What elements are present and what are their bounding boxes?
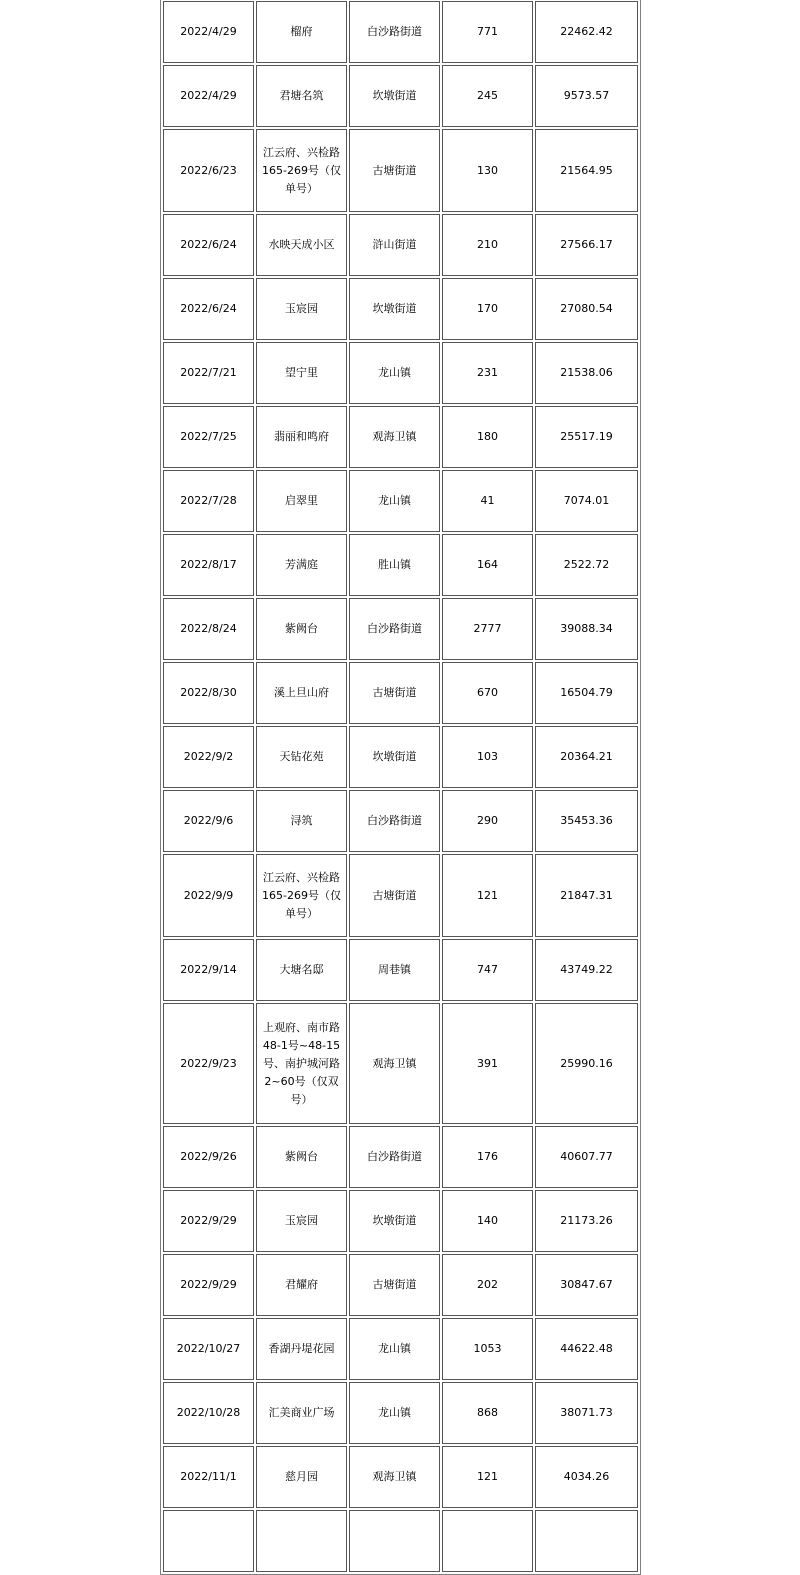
- units-cell: 231: [442, 342, 533, 404]
- table-row: [163, 214, 638, 276]
- project-cell: 江云府、兴检路165-269号（仅单号）: [256, 854, 347, 937]
- price-cell: 30847.67: [535, 1254, 638, 1316]
- units-cell: 747: [442, 939, 533, 1001]
- area-cell: [349, 1510, 440, 1572]
- units-cell: 245: [442, 65, 533, 127]
- area-cell: 古塘街道: [349, 662, 440, 724]
- date-cell: 2022/4/29: [163, 1, 254, 63]
- table-row: [163, 1254, 638, 1316]
- date-cell: 2022/8/30: [163, 662, 254, 724]
- area-cell: 白沙路街道: [349, 790, 440, 852]
- units-cell: 868: [442, 1382, 533, 1444]
- area-cell: 坎墩街道: [349, 726, 440, 788]
- project-cell: 启翠里: [256, 470, 347, 532]
- price-cell: 35453.36: [535, 790, 638, 852]
- project-cell: 榴府: [256, 1, 347, 63]
- area-cell: 周巷镇: [349, 939, 440, 1001]
- project-cell: 芳满庭: [256, 534, 347, 596]
- units-cell: 103: [442, 726, 533, 788]
- area-cell: 胜山镇: [349, 534, 440, 596]
- area-cell: 坎墩街道: [349, 278, 440, 340]
- units-cell: 1053: [442, 1318, 533, 1380]
- table-row: [163, 1446, 638, 1508]
- price-cell: 21538.06: [535, 342, 638, 404]
- price-cell: 38071.73: [535, 1382, 638, 1444]
- area-cell: 龙山镇: [349, 1382, 440, 1444]
- table-row: [163, 406, 638, 468]
- area-cell: 白沙路街道: [349, 1126, 440, 1188]
- project-cell: 上观府、南市路48-1号~48-15号、南护城河路2~60号（仅双号）: [256, 1003, 347, 1124]
- table-row: [163, 598, 638, 660]
- date-cell: 2022/10/28: [163, 1382, 254, 1444]
- project-cell: 翡丽和鸣府: [256, 406, 347, 468]
- date-cell: [163, 1510, 254, 1572]
- area-cell: 坎墩街道: [349, 1190, 440, 1252]
- project-cell: 江云府、兴检路165-269号（仅单号）: [256, 129, 347, 212]
- project-cell: 君耀府: [256, 1254, 347, 1316]
- area-cell: 观海卫镇: [349, 1003, 440, 1124]
- table-row: [163, 470, 638, 532]
- table-row: [163, 726, 638, 788]
- date-cell: 2022/6/23: [163, 129, 254, 212]
- date-cell: 2022/6/24: [163, 214, 254, 276]
- units-cell: 670: [442, 662, 533, 724]
- price-cell: 22462.42: [535, 1, 638, 63]
- project-cell: 香湖丹堤花园: [256, 1318, 347, 1380]
- price-cell: 39088.34: [535, 598, 638, 660]
- project-cell: 大塘名邸: [256, 939, 347, 1001]
- date-cell: 2022/9/29: [163, 1254, 254, 1316]
- table-row: [163, 1, 638, 63]
- area-cell: 浒山街道: [349, 214, 440, 276]
- project-cell: 汇美商业广场: [256, 1382, 347, 1444]
- area-cell: 古塘街道: [349, 129, 440, 212]
- table-row: [163, 1003, 638, 1124]
- area-cell: 龙山镇: [349, 342, 440, 404]
- date-cell: 2022/9/26: [163, 1126, 254, 1188]
- price-cell: [535, 1510, 638, 1572]
- table-row: [163, 1190, 638, 1252]
- project-cell: 紫阙台: [256, 598, 347, 660]
- units-cell: 176: [442, 1126, 533, 1188]
- project-cell: 慈月园: [256, 1446, 347, 1508]
- area-cell: 观海卫镇: [349, 406, 440, 468]
- data-table: [160, 0, 641, 1575]
- units-cell: 180: [442, 406, 533, 468]
- project-cell: 浔筑: [256, 790, 347, 852]
- project-cell: 君塘名筑: [256, 65, 347, 127]
- price-cell: 43749.22: [535, 939, 638, 1001]
- table-row: [163, 129, 638, 212]
- date-cell: 2022/4/29: [163, 65, 254, 127]
- project-cell: 玉宸园: [256, 278, 347, 340]
- date-cell: 2022/9/2: [163, 726, 254, 788]
- area-cell: 古塘街道: [349, 854, 440, 937]
- area-cell: 观海卫镇: [349, 1446, 440, 1508]
- units-cell: 210: [442, 214, 533, 276]
- date-cell: 2022/8/24: [163, 598, 254, 660]
- table-row: [163, 662, 638, 724]
- area-cell: 古塘街道: [349, 1254, 440, 1316]
- table-row: [163, 1318, 638, 1380]
- date-cell: 2022/10/27: [163, 1318, 254, 1380]
- units-cell: 140: [442, 1190, 533, 1252]
- units-cell: 170: [442, 278, 533, 340]
- price-cell: 44622.48: [535, 1318, 638, 1380]
- price-cell: 20364.21: [535, 726, 638, 788]
- units-cell: 41: [442, 470, 533, 532]
- price-cell: 21564.95: [535, 129, 638, 212]
- price-cell: 9573.57: [535, 65, 638, 127]
- date-cell: 2022/9/6: [163, 790, 254, 852]
- table-row: [163, 1510, 638, 1572]
- table-row: [163, 278, 638, 340]
- price-cell: 40607.77: [535, 1126, 638, 1188]
- price-cell: 7074.01: [535, 470, 638, 532]
- date-cell: 2022/8/17: [163, 534, 254, 596]
- price-cell: 27080.54: [535, 278, 638, 340]
- price-cell: 21173.26: [535, 1190, 638, 1252]
- units-cell: 290: [442, 790, 533, 852]
- units-cell: 202: [442, 1254, 533, 1316]
- units-cell: 130: [442, 129, 533, 212]
- area-cell: 龙山镇: [349, 1318, 440, 1380]
- project-cell: 紫阙台: [256, 1126, 347, 1188]
- area-cell: 坎墩街道: [349, 65, 440, 127]
- date-cell: 2022/9/29: [163, 1190, 254, 1252]
- price-cell: 25990.16: [535, 1003, 638, 1124]
- units-cell: [442, 1510, 533, 1572]
- units-cell: 164: [442, 534, 533, 596]
- units-cell: 121: [442, 854, 533, 937]
- area-cell: 白沙路街道: [349, 1, 440, 63]
- price-cell: 27566.17: [535, 214, 638, 276]
- table-row: [163, 342, 638, 404]
- price-cell: 25517.19: [535, 406, 638, 468]
- price-cell: 21847.31: [535, 854, 638, 937]
- date-cell: 2022/7/28: [163, 470, 254, 532]
- date-cell: 2022/7/25: [163, 406, 254, 468]
- table-row: [163, 1126, 638, 1188]
- project-cell: 天钻花苑: [256, 726, 347, 788]
- project-cell: 水映天成小区: [256, 214, 347, 276]
- units-cell: 771: [442, 1, 533, 63]
- date-cell: 2022/9/9: [163, 854, 254, 937]
- table-row: [163, 790, 638, 852]
- table-row: [163, 1382, 638, 1444]
- price-cell: 4034.26: [535, 1446, 638, 1508]
- table-row: [163, 854, 638, 937]
- table-row: [163, 939, 638, 1001]
- units-cell: 2777: [442, 598, 533, 660]
- date-cell: 2022/9/23: [163, 1003, 254, 1124]
- project-cell: 望宁里: [256, 342, 347, 404]
- table-body: [163, 1, 638, 1572]
- table-row: [163, 65, 638, 127]
- date-cell: 2022/11/1: [163, 1446, 254, 1508]
- project-cell: 溪上旦山府: [256, 662, 347, 724]
- price-cell: 16504.79: [535, 662, 638, 724]
- date-cell: 2022/9/14: [163, 939, 254, 1001]
- price-cell: 2522.72: [535, 534, 638, 596]
- units-cell: 391: [442, 1003, 533, 1124]
- project-cell: [256, 1510, 347, 1572]
- date-cell: 2022/6/24: [163, 278, 254, 340]
- project-cell: 玉宸园: [256, 1190, 347, 1252]
- units-cell: 121: [442, 1446, 533, 1508]
- date-cell: 2022/7/21: [163, 342, 254, 404]
- table-row: [163, 534, 638, 596]
- area-cell: 白沙路街道: [349, 598, 440, 660]
- area-cell: 龙山镇: [349, 470, 440, 532]
